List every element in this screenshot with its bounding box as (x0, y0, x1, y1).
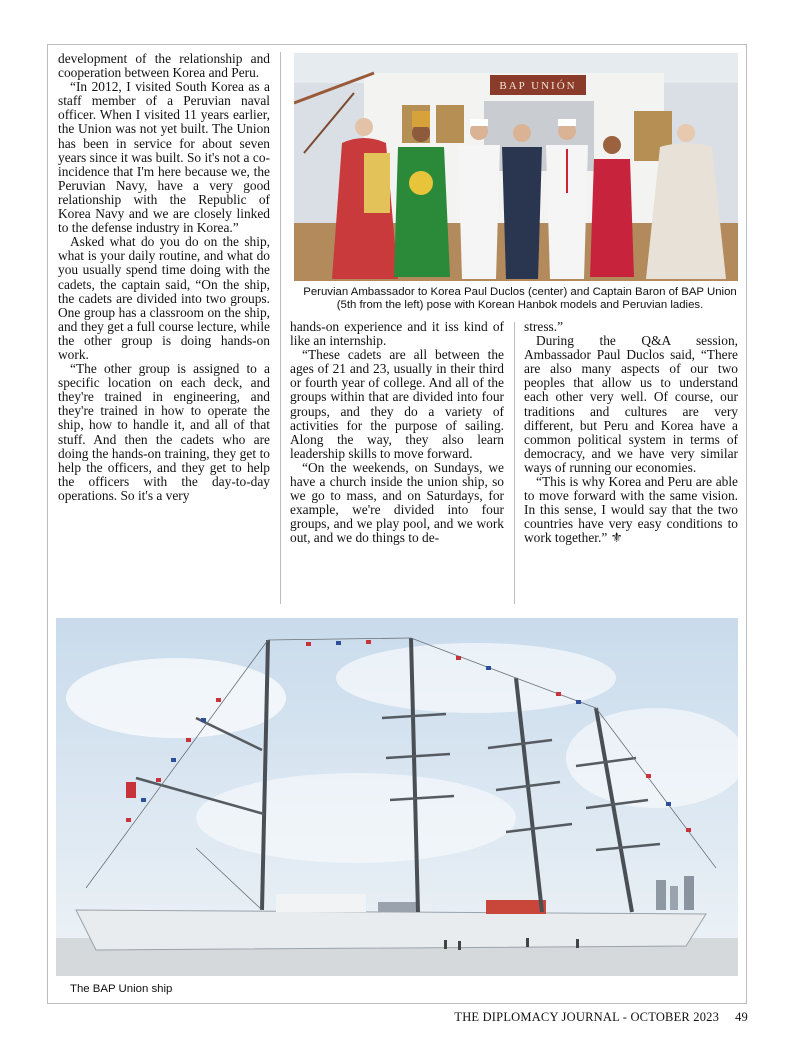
column-divider (514, 322, 515, 604)
paragraph: During the Q&A session, Ambassador Paul Duclos said, “There are also many aspects of our two peoples that allow us to understand each other very well. Of course, our traditions and cultures are very different, but Peru and Korea have a common political system in terms of democracy, and we have very similar ways of running our economies. (524, 333, 738, 475)
article-column-1 (58, 52, 270, 608)
page-number: 49 (735, 1010, 748, 1024)
paragraph: “In 2012, I visited South Korea as a staff member of a Peruvian naval officer. When I visited 11 years earlier, the Union was not yet built. The Union has been in service for about seven years since it was built. So it's not a coincidence that I'm here because we, the Peruvian Navy, have a very good relationship with the Republic of Korea Navy and we are closely linked to the defense industry in Korea.” (58, 79, 270, 236)
delegation-photo (294, 53, 738, 281)
article-column-3 (524, 320, 738, 610)
paragraph: “These cadets are all between the ages of 21 and 23, usually in their third or fourth year of college. And all of the groups within that are divided into four groups, and they do a variety of activities for the purpose of sailing. Along the way, they also learn leadership skills to move forward. (290, 347, 504, 461)
paragraph: “This is why Korea and Peru are able to move forward with the same vision. In this sense, I would say that the two countries have very easy conditions to work together.” ⚜ (524, 474, 738, 546)
paragraph: hands-on experience and it iss kind of like an internship. (290, 320, 504, 349)
article-column-2 (290, 320, 504, 610)
paragraph: development of the relationship and cooperation between Korea and Peru. (58, 52, 270, 81)
photo-caption-ship: The BAP Union ship (70, 983, 173, 995)
page-footer (454, 1010, 748, 1025)
person-ambassador (502, 124, 542, 279)
paragraph: “The other group is assigned to a specific location on each deck, and they're trained in engineering, and they're trained in how to operate the ship, how to handle it, and all of that stuff. And then the cadets who are doing the hands-on training, they get to help the officers, and they get to help the officers with the day-to-day operations. So it's a very (58, 361, 270, 503)
paragraph: Asked what do you do on the ship, what is your daily routine, and what do you usually spend time doing with the cadets, the captain said, “On the ship, the cadets are divided into two groups. One group has a classroom on the ship, and they get a full course lecture, while the other group is doing hands-on work. (58, 234, 270, 362)
paragraph: stress.” (524, 320, 564, 334)
ship-photo (56, 618, 738, 976)
publication-name: THE DIPLOMACY JOURNAL - OCTOBER 2023 (454, 1010, 720, 1024)
photo-caption-delegation: Peruvian Ambassador to Korea Paul Duclos (center) and Captain Baron of BAP Union (5th from the left) pose with Korean Hanbok models and Peruvian ladies. (303, 286, 737, 311)
ship-name-sign: BAP UNIÓN (499, 80, 577, 92)
column-divider (280, 52, 281, 604)
paragraph: “On the weekends, on Sundays, we have a church inside the union ship, so we go to mass, and on Saturdays, for example, we're divided into four groups, and we play pool, and we work out, and we do things to de- (290, 459, 504, 546)
